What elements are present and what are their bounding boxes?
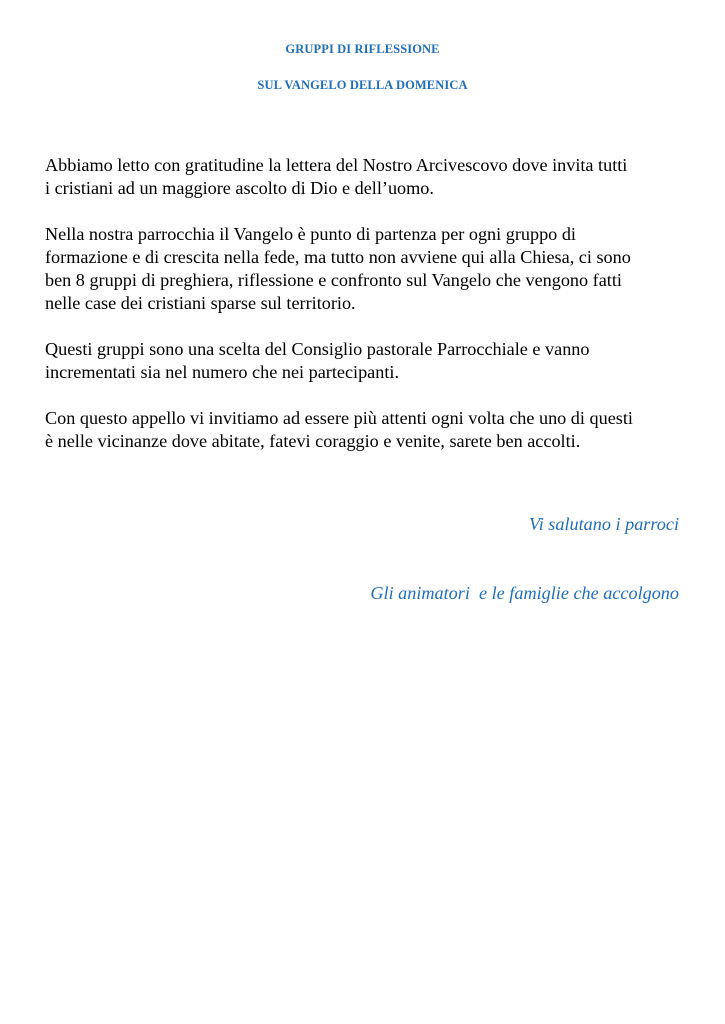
document-subtitle: SUL VANGELO DELLA DOMENICA (257, 78, 468, 92)
signature-block (370, 467, 679, 651)
paragraph-parish-groups: Nella nostra parrocchia il Vangelo è punto di partenza per ogni gruppo di formazione e di crescita nella fede, ma tutto non avviene qui alla Chiesa, ci sono ben 8 gruppi di preghiera, riflessione e confronto sul Vangelo che vengono fatti nelle case dei cristiani sparse sul territorio. (45, 224, 631, 313)
paragraph-intro: Abbiamo letto con gratitudine la lettera del Nostro Arcivescovo dove invita tutti i cristiani ad un maggiore ascolto di Dio e dell’uomo. (45, 155, 628, 198)
document-title: GRUPPI DI RIFLESSIONE (285, 42, 440, 56)
signature-line-animatori: Gli animatori e le famiglie che accolgono (370, 583, 679, 603)
paragraph-appeal: Con questo appello vi invitiamo ad essere più attenti ogni volta che uno di questi è nelle vicinanze dove abitate, fatevi coraggio e venite, sarete ben accolti. (45, 408, 633, 451)
paragraph-pastoral-council: Questi gruppi sono una scelta del Consiglio pastorale Parrocchiale e vanno incrementati sia nel numero che nei partecipanti. (45, 339, 590, 382)
signature-line-parroci: Vi salutano i parroci (528, 514, 679, 534)
letter-body (45, 154, 685, 476)
